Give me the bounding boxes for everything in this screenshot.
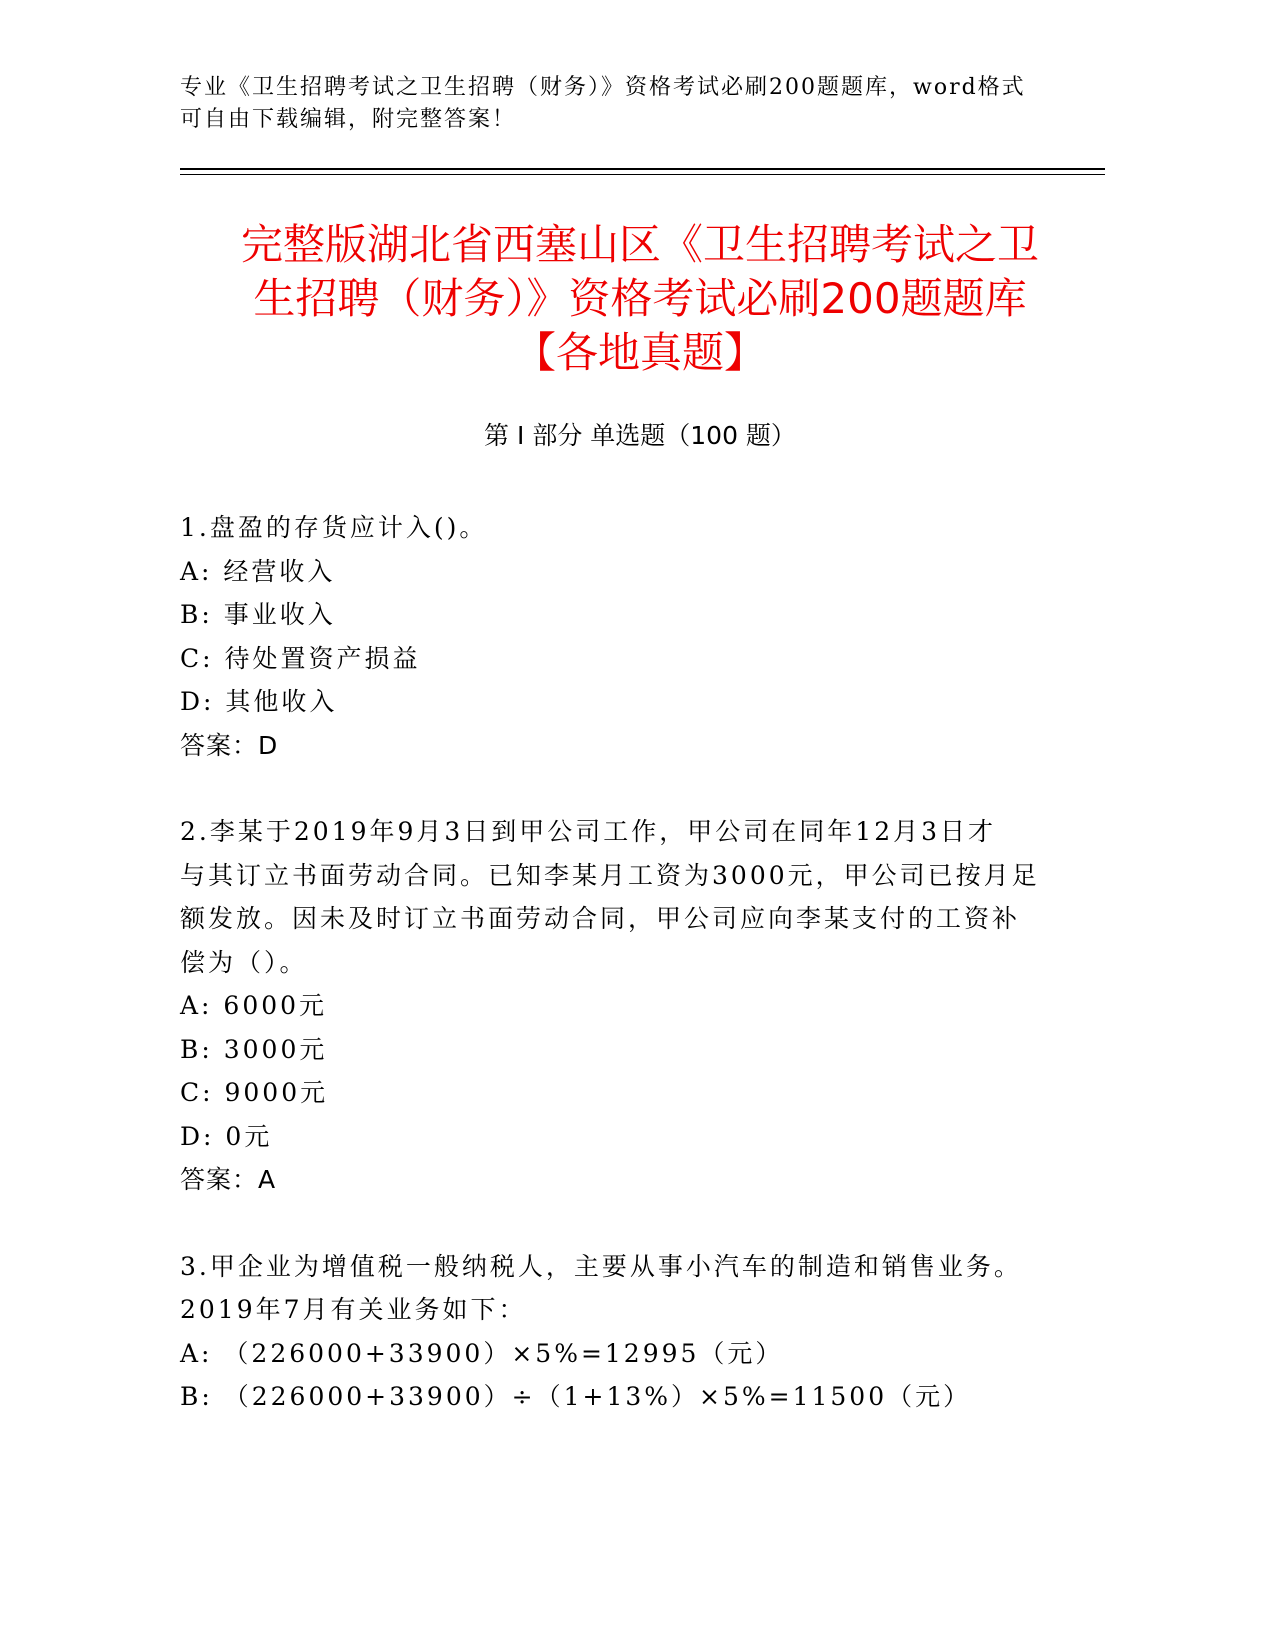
document-title-line-1: 完整版湖北省西塞山区《卫生招聘考试之卫 [240,220,1039,269]
option-b: B: 3000元 [180,1034,328,1064]
question-2 [180,810,1040,1202]
option-d: D: 其他收入 [180,687,338,716]
header-rule-thick [180,168,1105,170]
option-b: B: （226000+33900）÷（1+13%）×5%=11500（元） [180,1382,972,1411]
option-c: C: 9000元 [180,1078,329,1107]
header-note-line-1: 专业《卫生招聘考试之卫生招聘（财务）》资格考试必刷200题题库，word格式 [180,75,1026,100]
answer-label: 答案：D [180,730,279,760]
question-stem-line: 2.李某于2019年9月3日到甲公司工作，甲公司在同年12月3日才 [180,817,997,846]
option-c: C: 待处置资产损益 [180,643,421,673]
document-title [140,218,1140,380]
option-a: A: 经营收入 [180,556,336,586]
question-stem-line: 偿为（）。 [180,947,308,977]
header-note-line-2: 可自由下载编辑，附完整答案！ [180,107,517,132]
document-title-line-2: 生招聘（财务）》资格考试必刷200题题库 [253,274,1027,323]
header-rule-thin [180,174,1105,175]
question-stem-line: 1.盘盈的存货应计入()。 [180,513,488,542]
question-3 [180,1245,1040,1419]
question-stem-line: 3.甲企业为增值税一般纳税人，主要从事小汽车的制造和销售业务。 [180,1251,1022,1281]
option-a: A: 6000元 [180,991,328,1020]
option-b: B: 事业收入 [180,600,336,629]
question-1 [180,506,1040,767]
question-stem-line: 与其订立书面劳动合同。已知李某月工资为3000元，甲公司已按月足 [180,860,1040,890]
question-stem-line: 2019年7月有关业务如下： [180,1295,527,1324]
option-d: D: 0元 [180,1121,273,1151]
answer-label: 答案：A [180,1165,277,1194]
header-note [180,72,1040,136]
option-a: A: （226000+33900）×5%=12995（元） [180,1338,784,1368]
question-stem-line: 额发放。因未及时订立书面劳动合同，甲公司应向李某支付的工资补 [180,904,1021,933]
section-heading: 第 I 部分 单选题（100 题） [484,421,796,450]
document-title-line-3: 【各地真题】 [513,328,766,377]
question-list [180,506,1040,1462]
